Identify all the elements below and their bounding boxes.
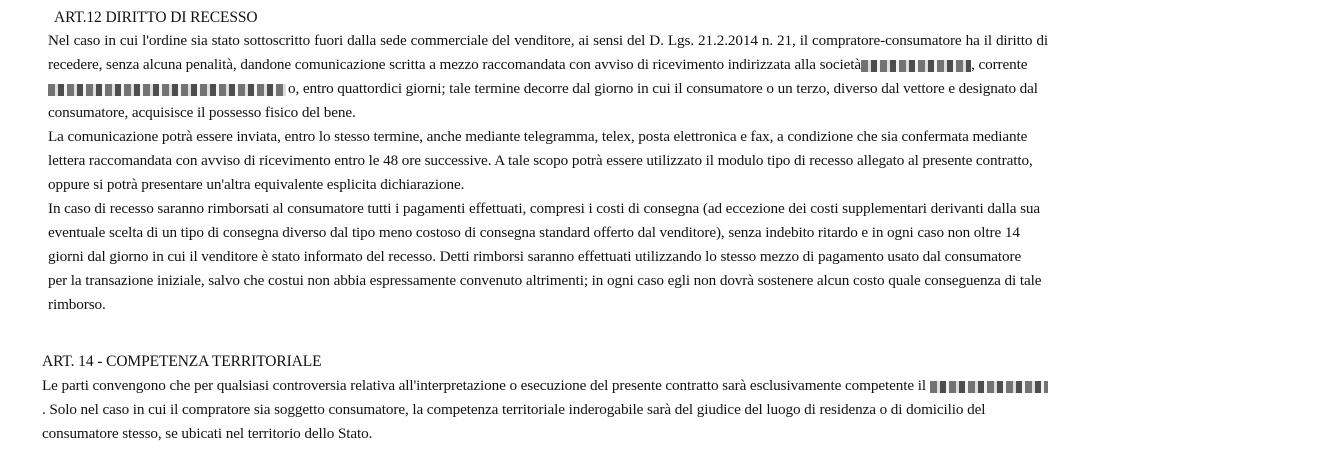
art12-line-9: eventuale scelta di un tipo di consegna diverso dal tipo meno costoso di consegna standard offerto dal venditore), senza indebito ritardo e in ogni caso non oltre 14 (48, 224, 1020, 241)
art12-line-1: Nel caso in cui l'ordine sia stato sottoscritto fuori dalla sede commerciale del venditore, ai sensi del D. Lgs. 21.2.2014 n. 21, il compratore-consumatore ha il diritto di (48, 32, 1048, 49)
art12-line-2-text: recedere, senza alcuna penalità, dandone comunicazione scritta a mezzo raccomandata con avviso di ricevimento indirizzata alla società (48, 56, 862, 73)
redacted-company-name (861, 60, 971, 72)
art12-line-3-text: o, entro quattordici giorni; tale termine decorre dal giorno in cui il consumatore o un terzo, diverso dal vettore e designato dal (288, 80, 1038, 97)
redacted-address (48, 84, 286, 96)
art12-line-8: In caso di recesso saranno rimborsati al consumatore tutti i pagamenti effettuati, compresi i costi di consegna (ad eccezione dei costi supplementari derivanti dalla sua (48, 200, 1041, 217)
art12-line-11: per la transazione iniziale, salvo che costui non abbia espressamente convenuto altrimenti; in ogni caso egli non dovrà sostenere alcun costo quale conseguenza di tale (48, 272, 1042, 289)
art12-line-5: La comunicazione potrà essere inviata, entro lo stesso termine, anche mediante telegramma, telex, posta elettronica e fax, a condizione che sia confermata mediante (48, 128, 1028, 145)
art12-line-12: rimborso. (48, 296, 106, 313)
art12-line-2 (48, 55, 1027, 75)
art14-line-1-text: Le parti convengono che per qualsiasi controversia relativa all'interpretazione o esecuzione del presente contratto sarà esclusivamente competente il (42, 377, 926, 394)
redacted-court (930, 381, 1048, 393)
art12-line-6: lettera raccomandata con avviso di ricevimento entro le 48 ore successive. A tale scopo potrà essere utilizzato il modulo tipo di recesso allegato al presente contratto, (48, 152, 1033, 169)
art12-line-10: giorni dal giorno in cui il venditore è stato informato del recesso. Detti rimborsi saranno effettuati utilizzando lo stesso mezzo di pagamento usato dal consumatore (48, 248, 1022, 265)
art14-line-3: consumatore stesso, se ubicati nel territorio dello Stato. (42, 425, 373, 442)
art12-heading: ART.12 DIRITTO DI RECESSO (54, 9, 258, 26)
art12-line-7: oppure si potrà presentare un'altra equivalente esplicita dichiarazione. (48, 176, 465, 193)
art14-line-2: . Solo nel caso in cui il compratore sia soggetto consumatore, la competenza territoriale inderogabile sarà del giudice del luogo di residenza o di domicilio del (42, 401, 986, 418)
art14-heading: ART. 14 - COMPETENZA TERRITORIALE (42, 353, 322, 370)
art12-line-3 (48, 79, 1038, 99)
art14-line-1 (42, 376, 1048, 396)
art12-line-2-end: , corrente (971, 56, 1028, 73)
art12-line-4: consumatore, acquisisce il possesso fisico del bene. (48, 104, 356, 121)
